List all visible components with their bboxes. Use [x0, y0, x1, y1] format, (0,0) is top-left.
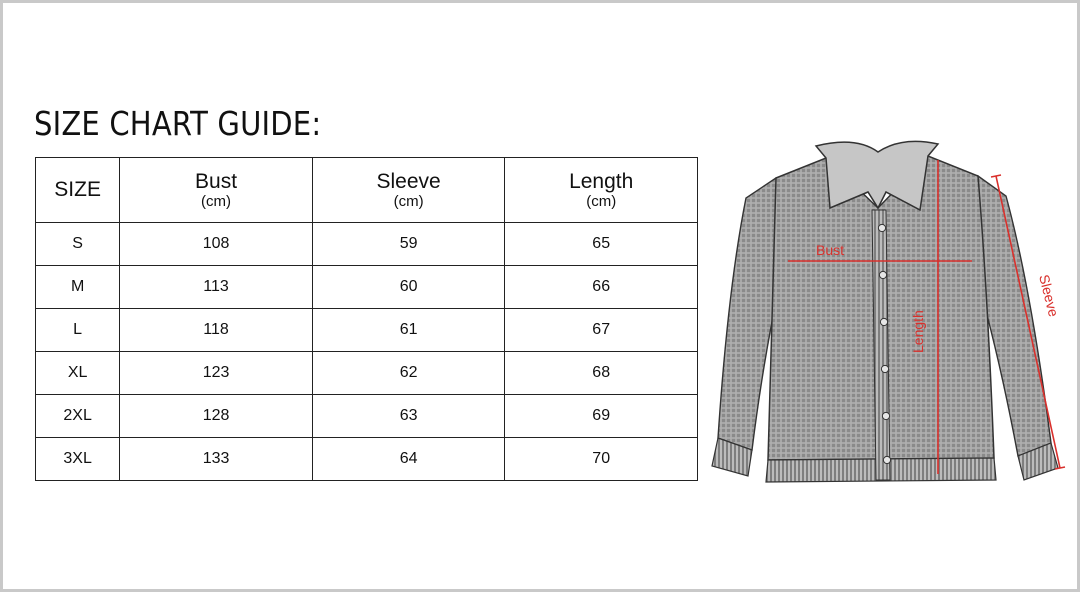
cell-sleeve: 62	[312, 352, 505, 395]
table-row	[36, 352, 698, 395]
cell-size: M	[36, 266, 120, 309]
sleeve-label: Sleeve	[1036, 272, 1062, 319]
header-length-unit: (cm)	[586, 192, 617, 210]
cell-bust: 108	[120, 223, 313, 266]
header-bust	[120, 158, 313, 223]
cell-bust: 118	[120, 309, 313, 352]
cell-sleeve: 63	[312, 395, 505, 438]
cell-length: 65	[505, 223, 698, 266]
collar	[816, 141, 938, 210]
table-row	[36, 395, 698, 438]
header-sleeve-label: Sleeve	[376, 169, 441, 193]
cell-size: 2XL	[36, 395, 120, 438]
header-size-label: SIZE	[54, 178, 101, 201]
cell-length: 70	[505, 438, 698, 481]
cell-length: 66	[505, 266, 698, 309]
table-row	[36, 438, 698, 481]
cell-size: XL	[36, 352, 120, 395]
header-bust-label: Bust	[195, 169, 238, 193]
cell-sleeve: 61	[312, 309, 505, 352]
cell-size: S	[36, 223, 120, 266]
cell-sleeve: 59	[312, 223, 505, 266]
cell-length: 68	[505, 352, 698, 395]
cardigan-illustration	[706, 138, 1076, 498]
cell-sleeve: 60	[312, 266, 505, 309]
cardigan-drawing	[712, 141, 1058, 482]
bust-label: Bust	[816, 242, 845, 258]
table-header-row	[36, 158, 698, 223]
header-length	[505, 158, 698, 223]
cell-bust: 113	[120, 266, 313, 309]
cell-length: 69	[505, 395, 698, 438]
table-row	[36, 223, 698, 266]
header-length-label: Length	[569, 169, 634, 193]
table-row	[36, 266, 698, 309]
cell-bust: 133	[120, 438, 313, 481]
cell-size: L	[36, 309, 120, 352]
header-sleeve-unit: (cm)	[393, 192, 424, 210]
header-size	[36, 158, 120, 223]
table-row	[36, 309, 698, 352]
page-title: SIZE CHART GUIDE:	[34, 104, 322, 143]
header-bust-unit: (cm)	[201, 192, 232, 210]
cell-bust: 123	[120, 352, 313, 395]
cell-sleeve: 64	[312, 438, 505, 481]
size-chart-table	[35, 157, 698, 481]
header-sleeve	[312, 158, 505, 223]
cell-size: 3XL	[36, 438, 120, 481]
length-label: Length	[910, 310, 926, 353]
cell-length: 67	[505, 309, 698, 352]
cell-bust: 128	[120, 395, 313, 438]
